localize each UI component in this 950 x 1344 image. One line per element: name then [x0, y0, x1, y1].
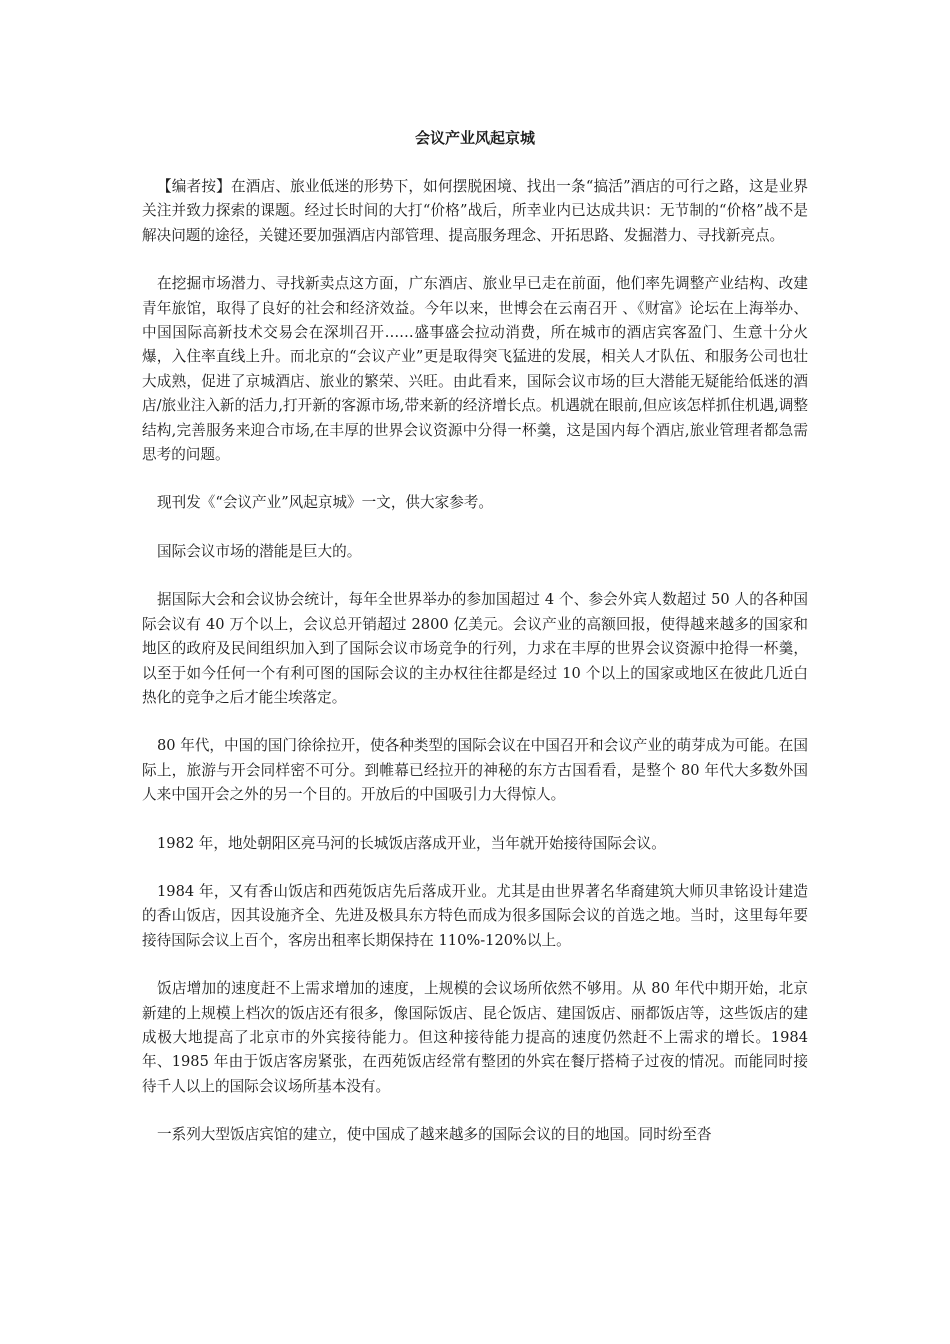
- paragraph-statistics: 据国际大会和会议协会统计，每年全世界举办的参加国超过 4 个、参会外宾人数超过 50 人的各种国际会议有 40 万个以上，会议总开销超过 2800 亿美元。会议产业的高额回报，使得越来越多的国家和地区的政府及民间组织加入到了国际会议市场竞争的行列，力求在丰厚的世界会议资源中抢得一杯羹，以至于如今任何一个有利可图的国际会议的主办权往往都是经过 10 个以上的国家或地区在彼此几近白热化的竞争之后才能尘埃落定。: [142, 591, 808, 706]
- paragraph-1984: 1984 年，又有香山饭店和西苑饭店先后落成开业。尤其是由世界著名华裔建筑大师贝聿铭设计建造的香山饭店，因其设施齐全、先进及极具东方特色而成为很多国际会议的首选之地。当时，这里每年要接待国际会议上百个，客房出租率长期保持在 110%-120%以上。: [142, 882, 808, 949]
- document-title: 会议产业风起京城: [414, 129, 535, 147]
- paragraph-editor-note: 【编者按】在酒店、旅业低迷的形势下，如何摆脱困境、找出一条“搞活”酒店的可行之路，这是业界关注并致力探索的课题。经过长时间的大打“价格”战后，所幸业内已达成共识：无节制的“价格”战不是解决问题的途径，关键还要加强酒店内部管理、提高服务理念、开拓思路、发掘潜力、寻找新亮点。: [142, 178, 808, 244]
- paragraph-hotel-growth: 饭店增加的速度赶不上需求增加的速度，上规模的会议场所依然不够用。从 80 年代中期开始，北京新建的上规模上档次的饭店还有很多，像国际饭店、昆仑饭店、建国饭店、丽都饭店等，这些饭店的建成极大地提高了北京市的外宾接待能力。但这种接待能力提高的速度仍然赶不上需求的增长。1984 年、1985 年由于饭店客房紧张，在西苑饭店经常有整团的外宾在餐厅搭椅子过夜的情况。而能同时接待千人以上的国际会议场所基本没有。: [142, 980, 808, 1095]
- paragraph-section-heading: 国际会议市场的潜能是巨大的。: [157, 542, 362, 560]
- paragraph-market-potential: 在挖掘市场潜力、寻找新卖点这方面，广东酒店、旅业早已走在前面，他们率先调整产业结构、改建青年旅馆，取得了良好的社会和经济效益。今年以来，世博会在云南召开 、《财富》论坛在上海举办、中国国际高新技术交易会在深圳召开……盛事盛会拉动消费，所在城市的酒店宾客盈门、生意十分火爆，入住率直线上升。而北京的“会议产业”更是取得突飞猛进的发展，相关人才队伍、和服务公司也壮大成熟，促进了京城酒店、旅业的繁荣、兴旺。由此看来，国际会议市场的巨大潜能无疑能给低迷的酒店/旅业注入新的活力,打开新的客源市场,带来新的经济增长点。机遇就在眼前,但应该怎样抓住机遇,调整结构,完善服务来迎合市场,在丰厚的世界会议资源中分得一杯羹，这是国内每个酒店,旅业管理者都急需思考的问题。: [142, 275, 808, 464]
- document-page: [142, 126, 808, 1172]
- paragraph-1982: 1982 年，地处朝阳区亮马河的长城饭店落成开业，当年就开始接待国际会议。: [157, 834, 666, 852]
- paragraph-80s: 80 年代，中国的国门徐徐拉开，使各种类型的国际会议在中国召开和会议产业的萌芽成为可能。在国际上，旅游与开会同样密不可分。到帷幕已经拉开的神秘的东方古国看看，是整个 80 年代大多数外国人来中国开会之外的另一个目的。开放后的中国吸引力大得惊人。: [142, 737, 808, 804]
- paragraph-destination: 一系列大型饭店宾馆的建立，使中国成了越来越多的国际会议的目的地国。同时纷至沓: [157, 1126, 712, 1144]
- paragraph-reprint-note: 现刊发《“会议产业”风起京城》一文，供大家参考。: [157, 494, 493, 512]
